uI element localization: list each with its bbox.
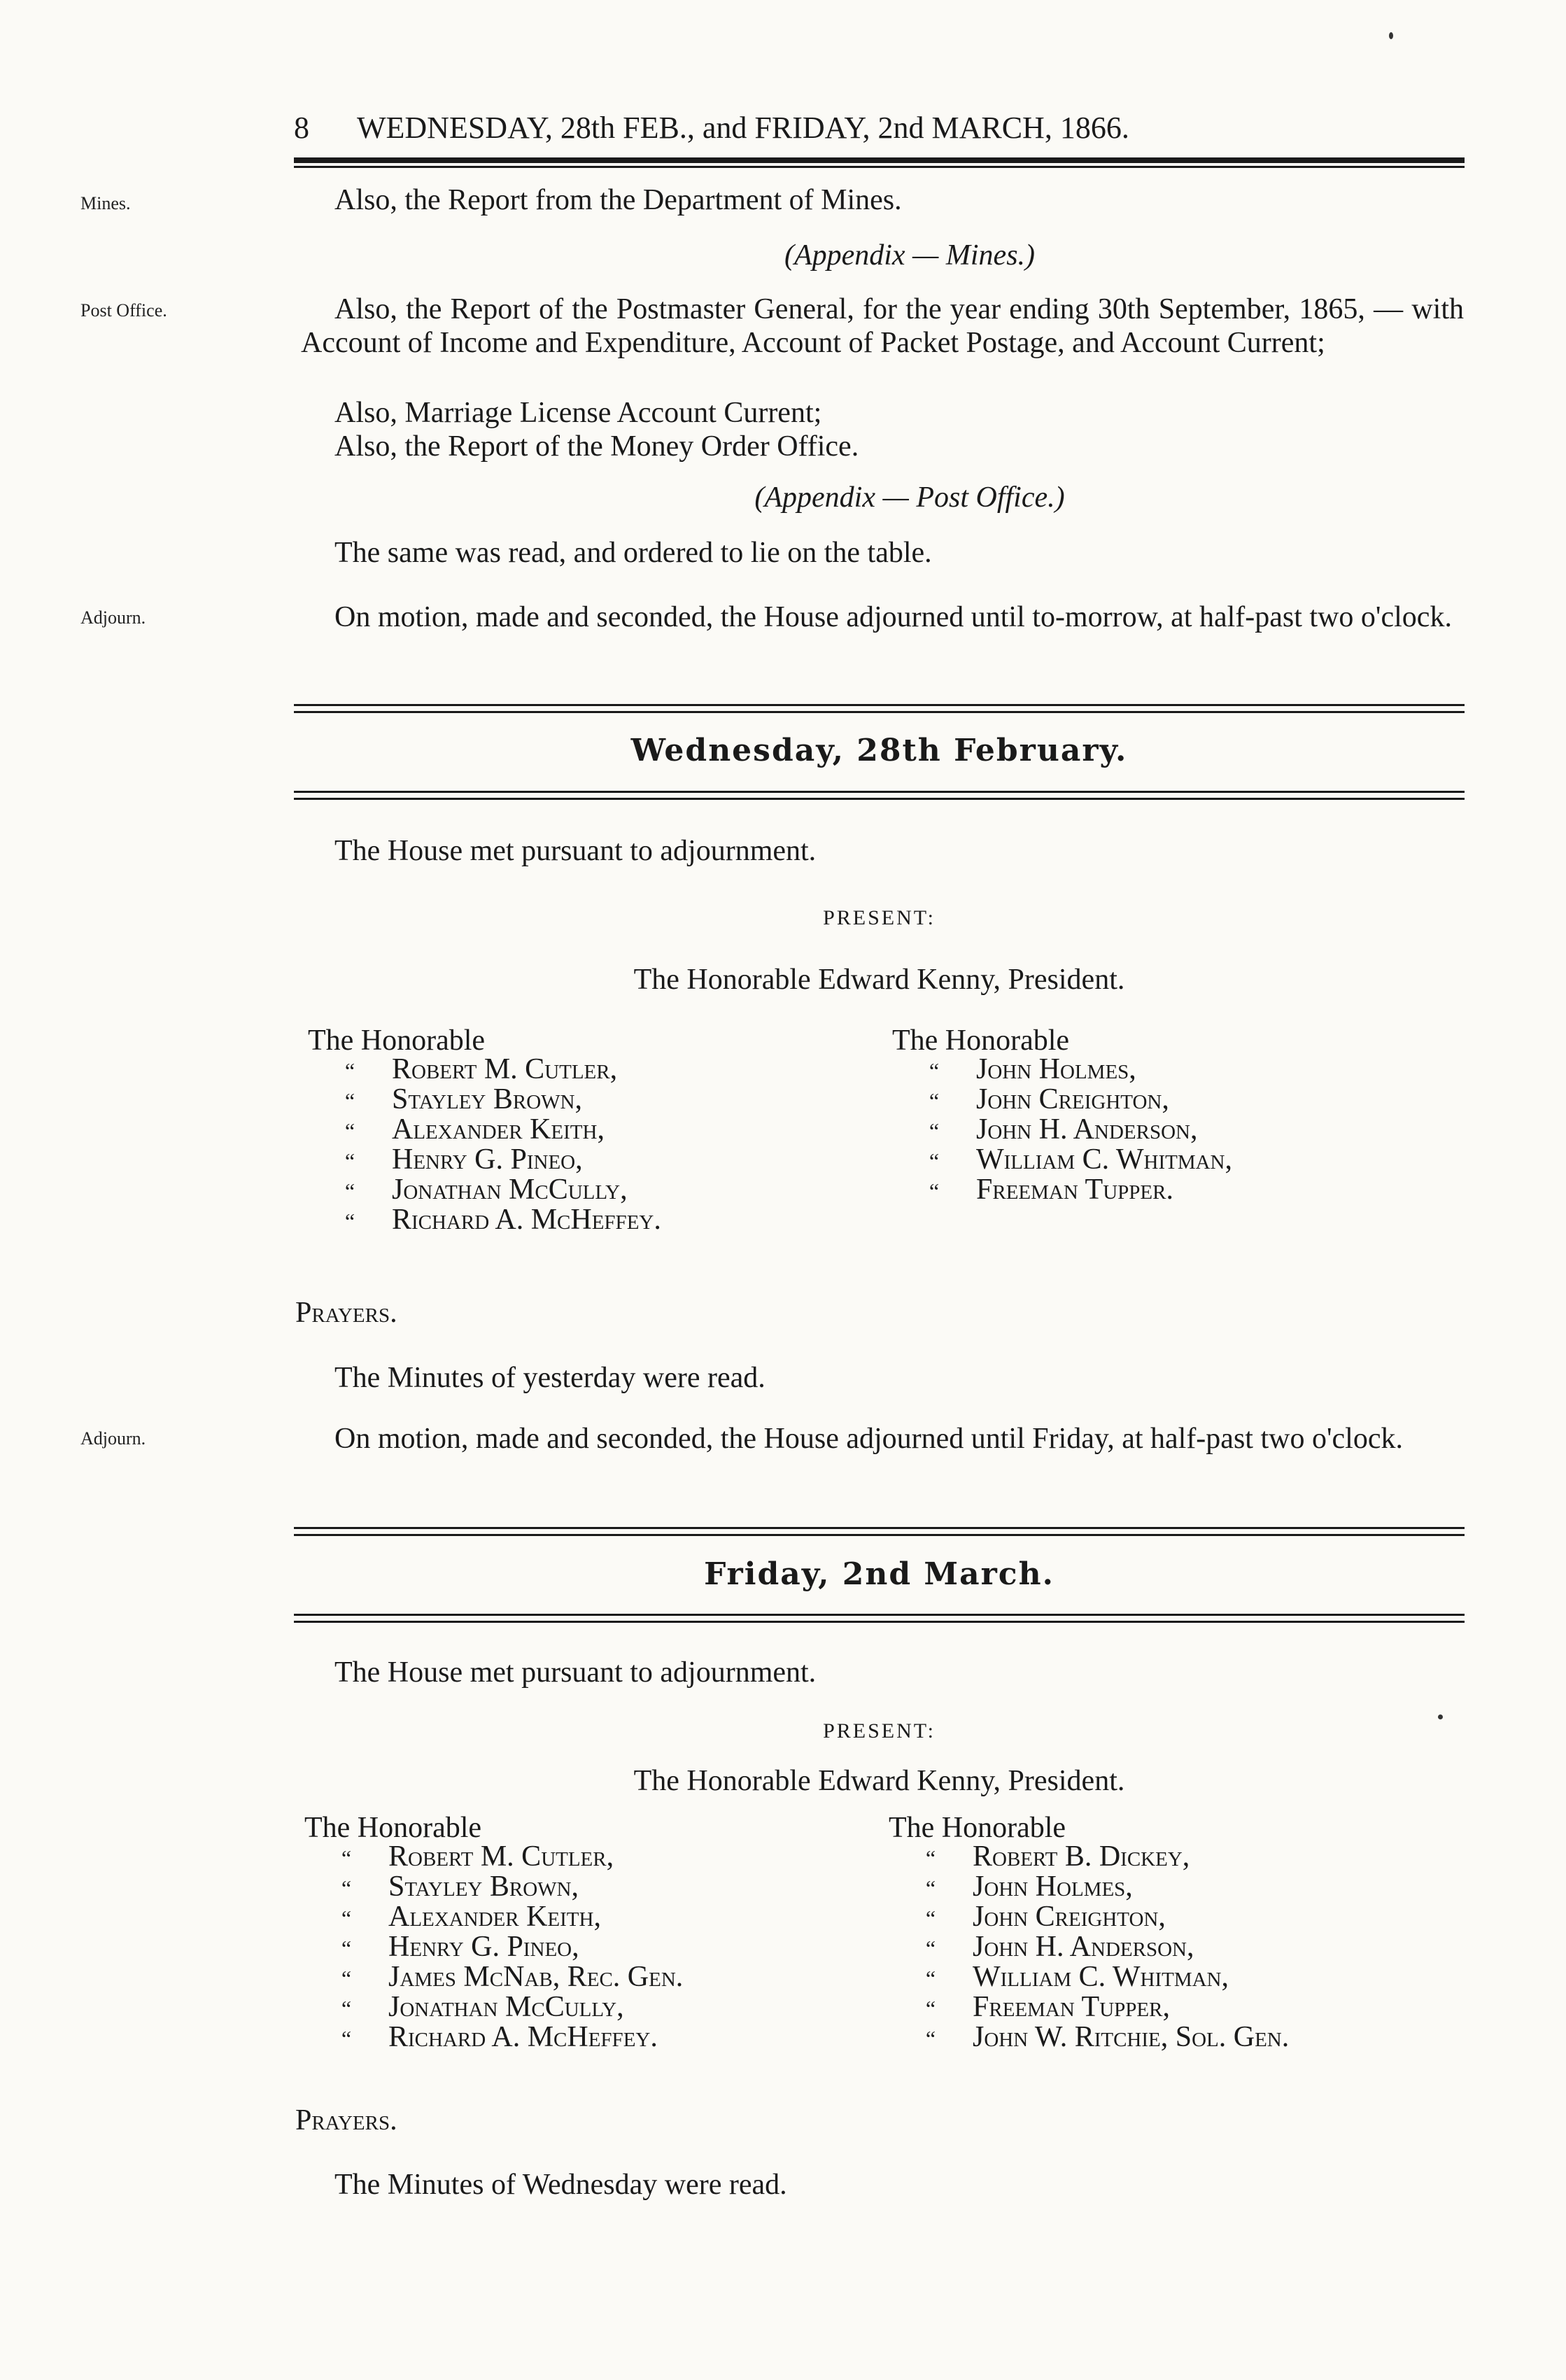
margin-note-adjourn: Adjourn. [80, 607, 146, 628]
member-name: “ Stayley Brown, [341, 1871, 579, 1903]
column-head: The Honorable [304, 1812, 482, 1844]
appendix-reference: (Appendix — Post Office.) [754, 481, 1065, 514]
appendix-reference: (Appendix — Mines.) [784, 239, 1036, 272]
present-label: PRESENT: [823, 1719, 936, 1742]
members-left-column [304, 1814, 683, 2053]
paragraph: The Minutes of Wednesday were read. [334, 2169, 787, 2201]
section-rule [294, 704, 1465, 706]
member-name: “ Freeman Tupper. [929, 1174, 1173, 1206]
scan-speck [1389, 32, 1393, 39]
member-name: “ Jonathan McCully, [341, 1991, 624, 2023]
page-header [294, 108, 1462, 148]
section-rule [294, 1527, 1465, 1529]
member-name: “ John H. Anderson, [929, 1113, 1198, 1146]
president-line: The Honorable Edward Kenny, President. [633, 1765, 1125, 1797]
member-name: “ Robert B. Dickey, [925, 1840, 1190, 1873]
prayers-heading: Prayers. [295, 2104, 397, 2136]
section-rule [294, 1614, 1465, 1616]
paragraph: Also, Marriage License Account Current; [334, 397, 822, 429]
prayers-heading: Prayers. [295, 1297, 397, 1329]
margin-note-post-office: Post Office. [80, 300, 167, 321]
present-label: PRESENT: [823, 906, 936, 929]
member-name: “ John Holmes, [925, 1871, 1133, 1903]
member-name: “ Richard A. McHeffey. [344, 1204, 661, 1236]
member-name: “ Freeman Tupper, [925, 1991, 1170, 2023]
paragraph: Also, the Report from the Department of Mines. [334, 184, 902, 216]
member-name: “ John H. Anderson, [925, 1931, 1194, 1963]
section-rule [294, 798, 1465, 800]
members-right-column [892, 1024, 1232, 1206]
member-name: “ John W. Ritchie, Sol. Gen. [925, 2021, 1290, 2053]
members-left-column [308, 1024, 661, 1236]
margin-note-adjourn: Adjourn. [80, 1428, 146, 1449]
member-name: “ Jonathan McCully, [344, 1174, 628, 1206]
member-name: “ Robert M. Cutler, [344, 1053, 618, 1085]
section-rule [294, 1534, 1465, 1536]
member-name: “ Stayley Brown, [344, 1083, 582, 1115]
member-name: “ Henry G. Pineo, [344, 1143, 583, 1176]
member-name: “ Robert M. Cutler, [341, 1840, 614, 1873]
section-title-friday: Friday, 2nd March. [704, 1556, 1054, 1592]
page-number: 8 [294, 111, 309, 145]
paragraph: The House met pursuant to adjournment. [334, 835, 817, 867]
header-rule-thin [294, 166, 1465, 168]
column-head: The Honorable [892, 1024, 1070, 1057]
member-name: “ John Holmes, [929, 1053, 1136, 1085]
member-name: “ Richard A. McHeffey. [341, 2021, 658, 2053]
members-right-column [889, 1814, 1289, 2053]
paragraph: The Minutes of yesterday were read. [334, 1362, 766, 1394]
member-name: “ James McNab, Rec. Gen. [341, 1961, 684, 1993]
page-title: WEDNESDAY, 28th FEB., and FRIDAY, 2nd MARCH, 1866. [357, 111, 1129, 145]
section-rule [294, 791, 1465, 793]
member-name: “ Alexander Keith, [341, 1901, 601, 1933]
member-name: “ William C. Whitman, [929, 1143, 1232, 1176]
section-rule [294, 1621, 1465, 1623]
president-line: The Honorable Edward Kenny, President. [633, 964, 1125, 996]
scan-speck [1438, 1714, 1443, 1719]
paragraph: Also, the Report of the Money Order Office. [334, 430, 859, 463]
section-title-wednesday: Wednesday, 28th February. [630, 733, 1128, 768]
column-head: The Honorable [308, 1024, 486, 1057]
paragraph: The same was read, and ordered to lie on the table. [334, 537, 932, 569]
paragraph: The House met pursuant to adjournment. [334, 1656, 817, 1689]
paragraph: Also, the Report of the Postmaster General, for the year ending 30th September, 1865, — with Account of Income and Expenditure, Account of Packet Postage, and Account Current; [301, 293, 1464, 359]
section-rule [294, 711, 1465, 713]
paragraph: On motion, made and seconded, the House adjourned until Friday, at half-past two o'clock. [334, 1423, 1403, 1455]
header-rule-heavy [294, 157, 1465, 163]
member-name: “ William C. Whitman, [925, 1961, 1229, 1993]
paragraph: On motion, made and seconded, the House adjourned until to-morrow, at half-past two o'clock. [334, 601, 1452, 633]
margin-note-mines: Mines. [80, 193, 131, 213]
member-name: “ John Creighton, [929, 1083, 1169, 1115]
column-head: The Honorable [889, 1812, 1066, 1844]
member-name: “ John Creighton, [925, 1901, 1166, 1933]
member-name: “ Alexander Keith, [344, 1113, 605, 1146]
member-name: “ Henry G. Pineo, [341, 1931, 579, 1963]
